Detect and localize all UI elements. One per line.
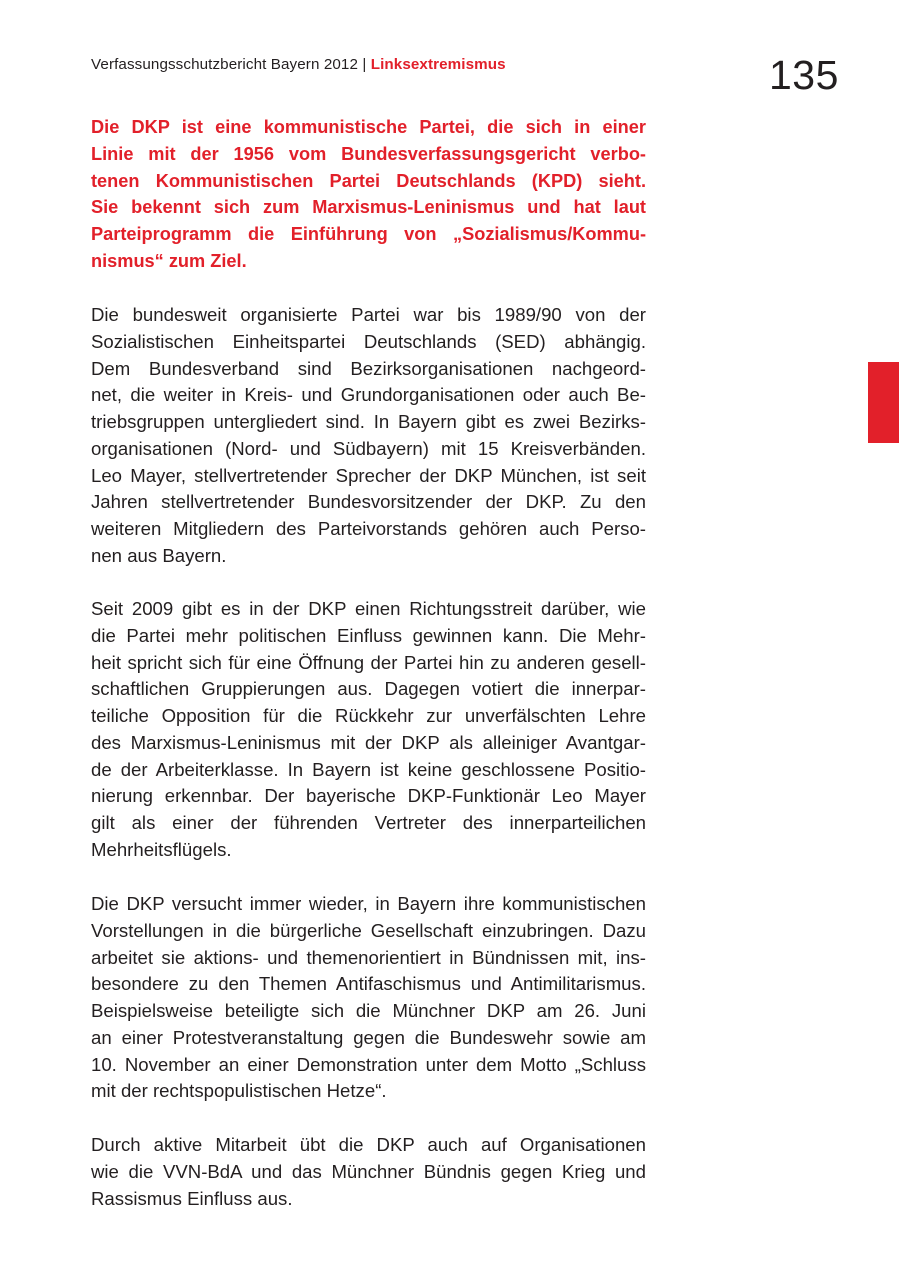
text-line: Seit 2009 gibt es in der DKP einen Richtungsstreit darüber, wie — [91, 598, 646, 619]
text-line: Vorstellungen in die bürgerliche Gesellschaft einzubringen. Dazu — [91, 919, 646, 941]
text-line: heit spricht sich für eine Öffnung der Partei hin zu anderen gesell- — [91, 651, 646, 673]
text-line: mit der rechtspopulistischen Hetze“. — [91, 1080, 387, 1102]
text-line: gilt als einer der führenden Vertreter des innerparteilichen — [91, 812, 646, 833]
text-line: Sozialistischen Einheitspartei Deutschlands (SED) abhängig. — [91, 330, 646, 352]
text-line: 10. November an einer Demonstration unter dem Motto „Schluss — [91, 1053, 646, 1075]
text-line: Die DKP versucht immer wieder, in Bayern ihre kommunistischen — [91, 893, 646, 914]
publication-title: Verfassungsschutzbericht Bayern 2012 — [91, 56, 359, 73]
text-line: Rassismus Einfluss aus. — [91, 1187, 293, 1209]
text-line: Die bundesweit organisierte Partei war bis 1989/90 von der — [91, 304, 646, 325]
text-line: wie die VVN-BdA und das Münchner Bündnis gegen Krieg und — [91, 1160, 646, 1182]
text-line: des Marxismus-Leninismus mit der DKP als alleiniger Avantgar- — [91, 731, 646, 753]
text-line: nismus“ zum Ziel. — [91, 250, 247, 271]
text-line: nen aus Bayern. — [91, 544, 227, 566]
chapter-tab-marker — [868, 362, 899, 443]
text-line: Parteiprogramm die Einführung von „Sozialismus/Kommu- — [91, 224, 646, 244]
text-line: Sie bekennt sich zum Marxismus-Leninismus und hat laut — [91, 197, 646, 218]
text-line: an einer Protestveranstaltung gegen die Bundeswehr sowie am — [91, 1026, 646, 1048]
text-line: Beispielsweise beteiligte sich die Münchner DKP am 26. Juni — [91, 1000, 646, 1021]
text-line: Dem Bundesverband sind Bezirksorganisationen nachgeord- — [91, 357, 646, 379]
text-line: Mehrheitsflügels. — [91, 838, 232, 860]
text-line: organisationen (Nord- und Südbayern) mit 15 Kreisverbänden. — [91, 437, 646, 459]
page-number: 135 — [769, 52, 839, 98]
text-line: besondere zu den Themen Antifaschismus und Antimilitarismus. — [91, 973, 646, 995]
text-line: die Partei mehr politischen Einfluss gewinnen kann. Die Mehr- — [91, 624, 646, 646]
text-line: net, die weiter in Kreis- und Grundorganisationen oder auch Be- — [91, 384, 646, 406]
text-line: tenen Kommunistischen Partei Deutschlands (KPD) sieht. — [91, 170, 646, 191]
running-header — [91, 56, 506, 73]
body-paragraph-3 — [91, 891, 646, 1105]
header-separator: | — [358, 56, 371, 73]
text-line: teiliche Opposition für die Rückkehr zur unverfälschten Lehre — [91, 705, 646, 726]
text-line: nierung erkennbar. Der bayerische DKP-Funktionär Leo Mayer — [91, 785, 646, 807]
text-line: Leo Mayer, stellvertretender Sprecher der DKP München, ist seit — [91, 464, 646, 486]
lead-paragraph — [91, 114, 646, 275]
text-line: arbeitet sie aktions- und themenorientiert in Bündnissen mit, ins- — [91, 946, 646, 968]
text-line: Jahren stellvertretender Bundesvorsitzender der DKP. Zu den — [91, 491, 646, 513]
text-line: schaftlichen Gruppierungen aus. Dagegen votiert die innerpar- — [91, 678, 646, 700]
body-paragraph-2 — [91, 596, 646, 864]
text-line: de der Arbeiterklasse. In Bayern ist keine geschlossene Positio- — [91, 758, 646, 780]
text-line: triebsgruppen untergliedert sind. In Bayern gibt es zwei Bezirks- — [91, 411, 646, 432]
text-line: Linie mit der 1956 vom Bundesverfassungsgericht verbo- — [91, 143, 646, 164]
text-line: Durch aktive Mitarbeit übt die DKP auch auf Organisationen — [91, 1134, 646, 1155]
section-title: Linksextremismus — [370, 56, 506, 73]
text-line: weiteren Mitgliedern des Parteivorstands gehören auch Perso- — [91, 518, 646, 539]
text-line: Die DKP ist eine kommunistische Partei, die sich in einer — [91, 117, 646, 137]
body-paragraph-4 — [91, 1132, 646, 1212]
body-paragraph-1 — [91, 302, 646, 570]
